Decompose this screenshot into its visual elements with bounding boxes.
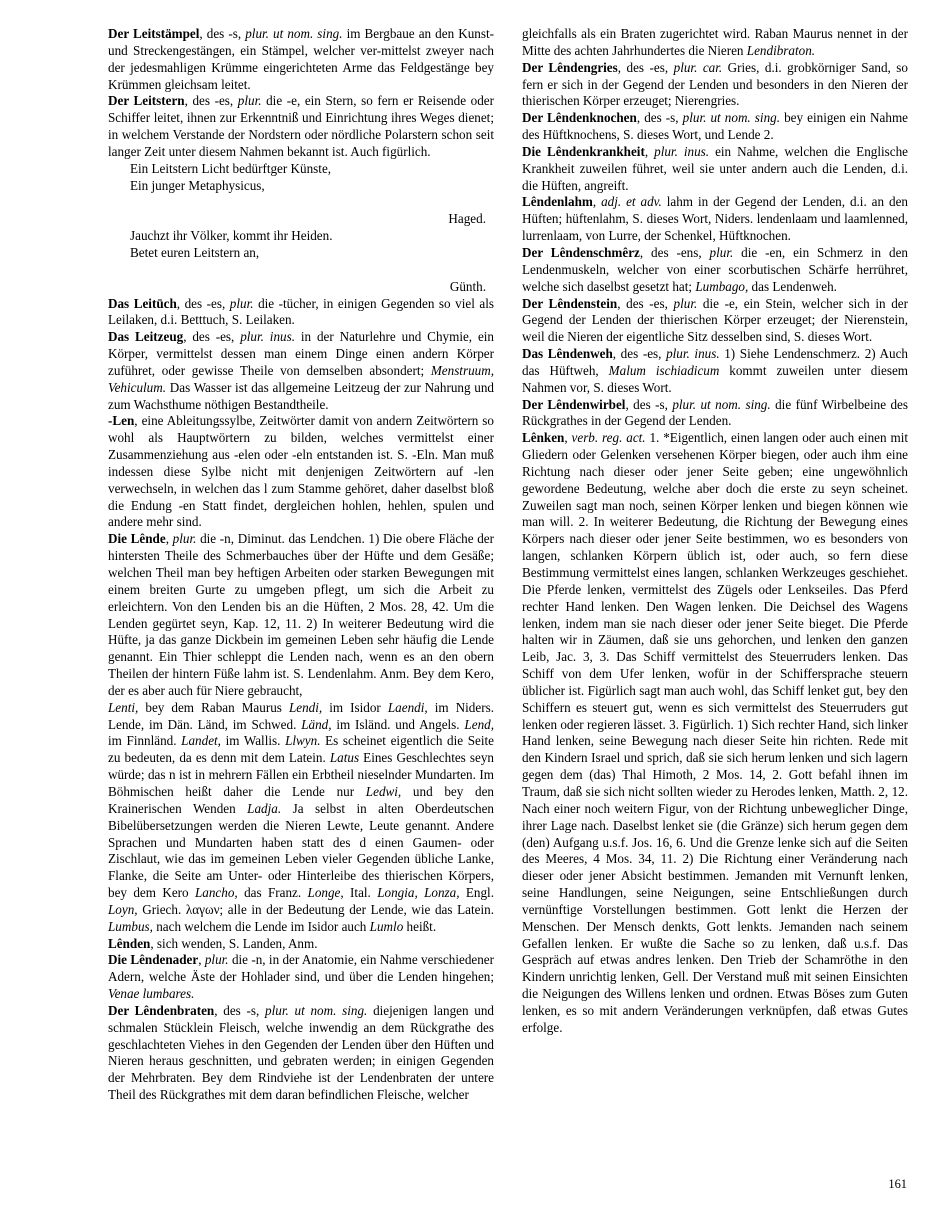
dictionary-entry bbox=[108, 26, 494, 93]
entry-inflection: , sich wenden, S. Landen, Anm. bbox=[150, 935, 318, 951]
body-text: Es scheinet eigentlich die Seite zu bedeuten, da es denn mit dem Latein. bbox=[108, 733, 495, 766]
verse-attribution: Haged. bbox=[448, 211, 486, 227]
entry-definition: Das Wasser ist das allgemeine Leitzeug der zur Nahrung und zum Wachsthume nöthigen Bestandtheile. bbox=[108, 379, 494, 412]
entry-definition: im Bergbaue an den Kunst- und Streckengestängen, ein Stämpel, welcher ver-mittelst zweyer nach der jedesmahligen Krümme eingerichteten Arme das Feldgestänge bey Krümmen gleichsam leitet. bbox=[108, 26, 494, 92]
entry-definition: kommt zuweilen unter diesem Nahmen vor, S. dieses Wort. bbox=[522, 362, 908, 395]
entry-definition: die -tücher, in einigen Gegenden so viel als Leilaken, d.i. Betttuch, S. Leilaken. bbox=[108, 295, 494, 328]
entry-inflection: , des -es, bbox=[617, 295, 674, 311]
entry-inflection: , des -es, bbox=[176, 295, 230, 311]
dictionary-entry bbox=[108, 329, 494, 413]
dictionary-entry bbox=[522, 144, 908, 195]
entry-inflection: , bbox=[592, 194, 602, 210]
entry-headword: Das Lêndenweh bbox=[522, 346, 613, 362]
dictionary-entry bbox=[108, 936, 494, 953]
entry-latin-term: Malum ischiadicum bbox=[608, 362, 720, 378]
entry-headword: Der Lêndenbraten bbox=[108, 1002, 215, 1018]
entry-inflection: , eine Ableitungssylbe, Zeitwörter damit von andern Zeitwörtern so wohl als Hauptwörtern zu bilden, welches vermittelst einer Zusammenziehung aus -elen oder -eln entstanden ist. S. -Eln. Man muß indessen diese Sylbe nicht mit denjenigen Zeitwörtern auf -len verwechseln, in welchen das l zum Stamme gehöret, daher daselbst bloß die Endung -en Statt findet, dergleichen hohlen, hehlen, spulen und andere mehr sind. bbox=[108, 413, 494, 530]
italic-text: Landet, bbox=[181, 733, 221, 749]
entry-grammar-label: plur. inus. bbox=[666, 346, 720, 362]
entry-definition: bey einigen ein Nahme des Hüftknochens, S. dieses Wort, und Lende 2. bbox=[522, 110, 908, 143]
body-text: Griech. λαγων; alle in der Bedeutung der Lende, wie das Latein. bbox=[137, 901, 494, 917]
entry-headword: Die Lêndenader bbox=[108, 952, 199, 968]
body-text: im Niders. Lende, im Dän. Länd, im Schwed. bbox=[108, 699, 494, 732]
entry-grammar-label: plur. ut nom. sing. bbox=[245, 26, 343, 41]
italic-text: Lenti, bbox=[108, 699, 139, 715]
verse-line: Ein junger Metaphysicus, bbox=[130, 177, 265, 193]
verse-line: Betet euren Leitstern an, bbox=[130, 244, 260, 260]
entry-headword: Das Leitzeug bbox=[108, 329, 184, 345]
dictionary-entry bbox=[108, 296, 494, 330]
entry-inflection: , bbox=[564, 430, 572, 446]
entry-inflection: , des -s, bbox=[199, 26, 246, 41]
entry-definition: lahm in der Gegend der Lenden, d.i. an den Hüften; hüftenlahm, S. dieses Wort, Niders. lendenlaam und laamlenned, lurrenlaam, von Lurre, der Schenkel, Hüftknochen. bbox=[522, 194, 908, 244]
body-text: Eines Geschlechtes seyn würde; das n ist in mehrern Fällen ein Erbtheil nieselnder Mundarten. Im Böhmischen heißt daher die Lende nur bbox=[108, 750, 494, 799]
italic-text: Longia, Lonza, bbox=[377, 885, 460, 901]
entry-headword: Der Lêndenknochen bbox=[522, 110, 637, 126]
verse-gap bbox=[108, 262, 494, 279]
italic-text: Lendibraton. bbox=[746, 42, 816, 58]
entry-inflection: , des -es, bbox=[612, 346, 667, 362]
entry-latin-term: Venae lumbares. bbox=[108, 986, 195, 1002]
entry-headword: Lêndenlahm bbox=[522, 194, 593, 210]
entry-grammar-label: plur. ut nom. sing. bbox=[682, 110, 780, 126]
entry-grammar-label: plur. bbox=[204, 952, 229, 968]
body-text: das Franz. bbox=[237, 885, 308, 901]
entry-grammar-label: plur. bbox=[709, 244, 734, 260]
verse-line: Jauchzt ihr Völker, kommt ihr Heiden. bbox=[130, 228, 333, 244]
entry-inflection: , des -s, bbox=[214, 1002, 266, 1018]
entry-grammar-label: plur. ut nom. sing. bbox=[265, 1002, 368, 1018]
italic-text: Loyn, bbox=[108, 901, 138, 917]
entry-grammar-label: plur. ut nom. sing. bbox=[672, 396, 771, 412]
entry-inflection: , des -s, bbox=[625, 396, 673, 412]
body-text: Engl. bbox=[459, 885, 494, 901]
entry-definition: die -e, ein Stein, welcher sich in der Gegend der Lenden der thierischen Körper erzeuget; der Nierenstein, weil die Nieren der eigentliche Sitz desselben sind, S. dieses Wort. bbox=[522, 295, 909, 345]
entry-latin-term: Menstruum, Vehiculum. bbox=[108, 362, 494, 395]
entry-definition: die -en, ein Schmerz in den Lendenmuskeln, welcher von einer scorbutischen Schärfe herrühret, welche sich daselbst gesetzt hat; bbox=[522, 244, 908, 294]
entry-definition: die -n, in der Anatomie, ein Nahme verschiedener Adern, welche Äste der Hohlader sind, und über die Lenden hingehen; bbox=[108, 952, 494, 985]
body-text: im Wallis. bbox=[220, 733, 286, 749]
entry-inflection: , des -es, bbox=[183, 329, 241, 345]
entry-inflection: , bbox=[198, 952, 205, 968]
italic-text: Latus bbox=[329, 750, 360, 766]
entry-grammar-label: plur. inus. bbox=[654, 143, 710, 159]
page-number: 161 bbox=[888, 1177, 907, 1191]
column-left bbox=[108, 26, 494, 1176]
italic-text: Lumlo bbox=[369, 918, 404, 934]
dictionary-entry bbox=[108, 531, 494, 699]
entry-headword: Der Leitstern bbox=[108, 93, 185, 109]
dictionary-entry bbox=[522, 296, 908, 347]
entry-headword: Der Lêndenschmêrz bbox=[522, 244, 640, 260]
body-text: gleichfalls als ein Braten zugerichtet wird. Raban Maurus nennet in der Mitte des achten Jahrhundertes die Nieren bbox=[522, 26, 908, 58]
entry-definition: in der Naturlehre und Chymie, ein Körper, vermittelst dessen man einem Dinge einen andern Körper zuführet, oder gewisse Theile von demselben absondert; bbox=[108, 329, 494, 378]
body-text: Ital. bbox=[343, 885, 378, 901]
dictionary-entry bbox=[522, 194, 908, 245]
body-text: heißt. bbox=[403, 918, 437, 934]
italic-text: Lumbus, bbox=[108, 918, 153, 934]
dictionary-entry bbox=[522, 110, 908, 144]
entry-definition: die -n, Diminut. das Lendchen. 1) Die obere Fläche der hintersten Theile des Schmerbauches über der Hüfte und dem Gesäße; welchen Theil man bey heftigen Arbeiten oder starken Bewegungen mit einem breiten Gurte zu umgeben pflegt, um sich die Arbeit zu erleichtern. Von den Lenden bis an die Hüften, 2 Mos. 28, 42. Um die Lenden gegürtet seyn, Kap. 12, 11. 2) In weiterer Bedeutung wird die Hüfte, ja das ganze Dickbein im gemeinen Leben sehr häufig die Lende genannt. Ein Thier schleppt die Lenden nach, wenn es an den obern Theilen der hintern Füße lahm ist. S. Lendenlahm. Anm. Bey dem Kero, der es aber auch für Niere gebraucht, bbox=[108, 531, 494, 698]
entry-headword: Das Leitūch bbox=[108, 295, 177, 311]
entry-headword: Die Lêndenkrankheit bbox=[522, 143, 645, 159]
entry-latin-term: Lumbago, bbox=[695, 278, 749, 294]
entry-definition: 1) Siehe Lendenschmerz. 2) Auch das Hüftweh, bbox=[522, 346, 908, 378]
italic-text: Llwyn. bbox=[285, 733, 321, 749]
italic-text: Ladja. bbox=[247, 800, 282, 816]
dictionary-entry bbox=[522, 346, 908, 397]
body-text: Ja selbst in alten Oberdeutschen Bibelübersetzungen werden die Nieren Lewte, Leute genannt. Andere Sprachen und Mundarten haben statt des d einen Gaumen- oder Zischlaut, wie das im gemeinen Leben vieler Gegenden übliche Lanke, Flanke, die Seite am Unter- oder Hinterleibe des thierischen Körpers, bey dem Kero bbox=[108, 800, 494, 901]
entry-headword: Der Lêndengries bbox=[522, 59, 618, 75]
entry-inflection: , des -es, bbox=[184, 93, 238, 109]
body-text: nach welchem die Lende im Isidor auch bbox=[152, 918, 370, 934]
dictionary-entry bbox=[522, 60, 908, 111]
dictionary-entry bbox=[522, 430, 908, 1036]
italic-text: Lend, bbox=[464, 716, 494, 732]
entry-grammar-label: plur. inus. bbox=[240, 329, 295, 345]
body-text: im Isidor bbox=[322, 699, 388, 715]
italic-text: Länd, bbox=[301, 716, 332, 732]
entry-inflection: , bbox=[644, 143, 655, 159]
entry-definition: die fünf Wirbelbeine des Rückgrathes in der Gegend der Lenden. bbox=[522, 396, 909, 429]
entry-headword: Lênken bbox=[522, 430, 565, 446]
entry-inflection: , bbox=[165, 531, 173, 547]
entry-grammar-label: plur. bbox=[172, 531, 197, 547]
dictionary-entry bbox=[108, 1003, 494, 1104]
entry-continuation bbox=[108, 700, 494, 936]
entry-headword: Die Lênde bbox=[108, 531, 166, 547]
entry-definition: diejenigen langen und schmalen Stücklein Fleisch, welche inwendig an dem Rückgrathe des geschlachteten Viehes in den Gegenden der Lenden über den Hüften und Nieren heraus geschnitten, und gebraten werden; in einigen Gegenden der Mehrbraten. Bey dem Rindviehe ist der Lendenbraten der untere Theil des Rückgrathes mit dem daran befindlichen Fleische, welcher bbox=[108, 1002, 495, 1103]
dictionary-entry bbox=[522, 245, 908, 296]
verse-attribution: Günth. bbox=[449, 278, 486, 294]
entry-grammar-label: adj. et adv. bbox=[601, 194, 662, 210]
italic-text: Laendi, bbox=[387, 699, 428, 715]
entry-headword: Lênden bbox=[108, 935, 151, 951]
text-columns bbox=[108, 26, 908, 1176]
entry-continuation bbox=[522, 26, 908, 60]
entry-headword: Der Leitstämpel bbox=[108, 26, 200, 41]
entry-grammar-label: plur. car. bbox=[673, 59, 723, 75]
entry-definition: 1. *Eigentlich, einen langen oder auch einen mit Gliedern oder Gelenken versehenen Körper biegen, oder auch ihm eine Richtung nach dieser oder jener Seite geben; eine ungewöhnlich gewordene Bedeutung, welche aber doch die erste zu seyn scheinet. Zuweilen sagt man noch, seinen Körper lenken und biegen können wie man will. 2. In weiterer Bedeutung, die Richtung der Bewegung eines Körpers nach dieser oder jener Seite bestimmen, wo es besonders von langen, schlanken Körpern üblich ist, oder auch, so fern diese Bestimmung vermittelst eines langen, schlanken Werkzeuges geschiehet. Die Pferde lenken, vermittelst des Zügels oder Lenkseiles. Das Pferd rechter Hand lenken. Den Wagen lenken. Die Deichsel des Wagens lenken, indem man sie nach dieser oder jener Seite bieget. Die Pferde halten wir in Zäumen, daß sie uns gehorchen, und lenken den ganzen Leib, Jac. 3, 3. Das Schiff vermittelst des Steuerruders lenken. Das Schiff von dem Ufer lenken, wofür in der Schiffersprache steuern üblicher ist. Figürlich sagt man auch wohl, das Schiff lenket gut, bey den Schiffern es steuert gut, wenn es sich vermittelst des Steuerruders gut lenken oder regieren lässet. 3. Figürlich. 1) Sich rechter Hand, sich linker Hand lenken, seine Bewegung nach dieser Seite hin richten. Rede mit den Kindern Israel und sprich, daß sie sich herum lenken und sich lagern gegen dem (das) Thal Himoth, 2 Mos. 14, 2. Gott befahl ihnen im Traum, daß sie sich nicht sollten wieder zu Herodes lenken, Matth. 2, 12. Nach einer noch weitern Figur, von der Richtung unbeweglicher Dinge, ihrer Lage nach. Daselbst lenket sie (die Gränze) sich herum gegen dem (den) Aufgang u.s.f. Jos. 16, 6. Und die Grenze lenke sich auf die Seiten des Meeres, 4 Mos. 34, 11. 2) Die Richtung einer Veränderung nach dieser oder jener Absicht bestimmen. Jemanden mit Vernunft lenken, seine Handlungen, seine Neigungen, seine Entschließungen durch vernünftige Vorstellungen bestimmen. Gott lenkt die Herzen der Menschen. Der Mensch denkts, Gott lenkts. Jemanden nach seinem Gefallen lenken. Er wußte die Sache so zu lenken, daß u.s.f. Das Gespräch auf etwas andres lenken. Den Trieb der Schamröthe in den Kindern unrichtig lenken, Gell. Der Verstand muß mit seinen Einsichten die Neigungen des Willens lenken und ordnen. Etwas Böses zum Guten lenken, es so mit andern Veränderungen verknüpfen, daß etwas Gutes erfolge. bbox=[522, 430, 908, 1035]
verse-line: Ein Leitstern Licht bedürftger Künste, bbox=[130, 160, 332, 176]
body-text: und bey den Krainerischen Wenden bbox=[108, 783, 494, 816]
entry-grammar-label: verb. reg. act. bbox=[571, 430, 646, 446]
entry-definition: das Lendenweh. bbox=[748, 278, 837, 294]
italic-text: Longe, bbox=[307, 885, 344, 901]
dictionary-entry bbox=[108, 93, 494, 160]
body-text: bey dem Raban Maurus bbox=[138, 699, 289, 715]
body-text: im Isländ. und Angels. bbox=[331, 716, 465, 732]
dictionary-entry bbox=[522, 397, 908, 431]
entry-inflection: , des -ens, bbox=[639, 244, 710, 260]
italic-text: Lancho, bbox=[194, 885, 238, 901]
dictionary-entry bbox=[108, 952, 494, 1003]
entry-grammar-label: plur. bbox=[237, 93, 262, 109]
body-text: im Finnländ. bbox=[108, 733, 182, 749]
entry-headword: Der Lêndenwirbel bbox=[522, 396, 626, 412]
dictionary-entry bbox=[108, 413, 494, 531]
entry-definition: ein Nahme, welchen die Englische Krankheit zuweilen führet, weil sie unter andern auch die Lenden, d.i. die Hüften, angreift. bbox=[522, 143, 908, 193]
entry-headword: Der Lêndenstein bbox=[522, 295, 618, 311]
entry-definition: die -e, ein Stern, so fern er Reisende oder Schiffer leitet, ihnen zur Erkenntniß und Einrichtung ihres Weges dienet; in welchem Verstande der Nordstern oder nördliche Polarstern schon seit langer Zeit unter diesem Nahmen bekannt ist. Auch figürlich. bbox=[108, 93, 494, 159]
column-right bbox=[522, 26, 908, 1176]
verse-gap bbox=[108, 194, 494, 211]
entry-definition: Gries, d.i. grobkörniger Sand, so fern er sich in der Gegend der Lenden und besonders in den Nieren der thierischen Körper erzeuget; Nierengries. bbox=[522, 59, 908, 109]
entry-grammar-label: plur. bbox=[673, 295, 698, 311]
entry-inflection: , des -es, bbox=[617, 59, 674, 75]
entry-headword: -Len bbox=[108, 413, 135, 429]
italic-text: Ledwi, bbox=[365, 783, 402, 799]
entry-grammar-label: plur. bbox=[229, 295, 254, 311]
entry-inflection: , des -s, bbox=[636, 110, 683, 126]
italic-text: Lendi, bbox=[288, 699, 323, 715]
